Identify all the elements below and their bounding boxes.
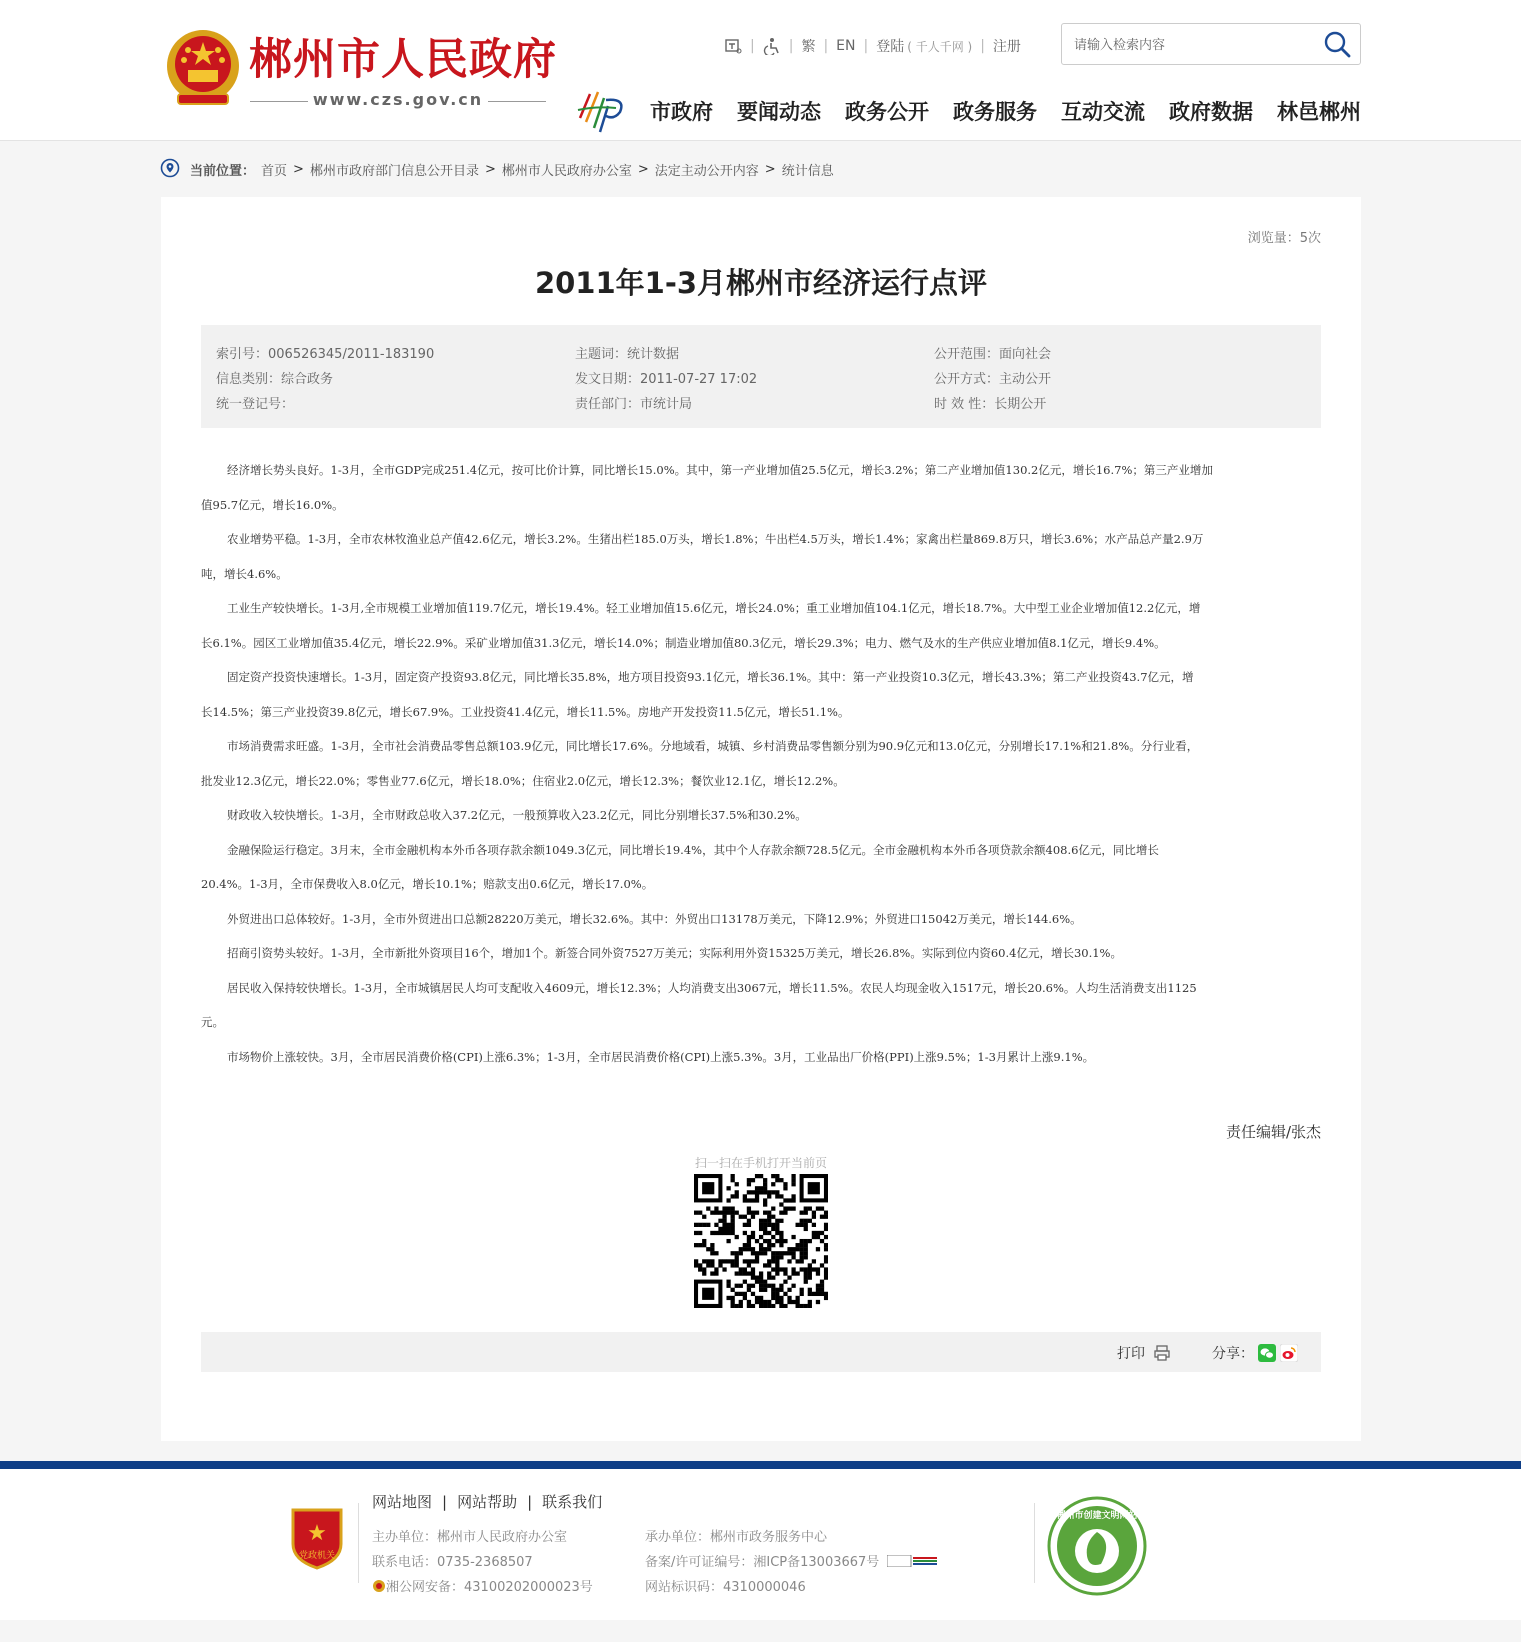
qr-caption: 扫一扫在手机打开当前页 xyxy=(694,1156,827,1170)
site-title[interactable]: 郴州市人民政府 xyxy=(249,35,557,85)
meta-reg-no: 统一登记号： xyxy=(216,397,295,412)
article-meta-box xyxy=(201,325,1321,428)
login-sub-label: ( 千人千网 ) xyxy=(907,39,973,54)
badge-text: 党政机关 xyxy=(298,1551,336,1561)
search-icon[interactable] xyxy=(1322,29,1352,59)
civilized-website-badge-icon[interactable] xyxy=(1047,1496,1147,1596)
breadcrumb-separator: > xyxy=(637,161,649,177)
footer-police-text: 湘公网安备：43100202000023号 xyxy=(386,1580,593,1595)
article-title: 2011年1-3月郴州市经济运行点评 xyxy=(534,266,988,300)
qr-code-icon xyxy=(694,1174,828,1308)
header-toolbar: | | 繁 | EN | 登陆 ( 千人千网 ) | 注册 xyxy=(724,36,1021,56)
civ-badge-text: 郴州市创建文明网站 xyxy=(1056,1511,1138,1521)
article-paragraph-line: 元。 xyxy=(201,1015,224,1029)
accessibility-icon[interactable] xyxy=(763,37,781,55)
share-group xyxy=(1212,1343,1298,1363)
site-domain-text: www.czs.gov.cn xyxy=(312,90,484,109)
article-paragraph-line: 固定资产投资快速增长。1-3月，固定资产投资93.8亿元，同比增长35.8%，地方项目投资93.1亿元，增长36.1%。其中：第一产业投资10.3亿元，增长43.3%；第二产业投资43.7亿元，增 xyxy=(227,670,1194,684)
party-government-badge-icon[interactable] xyxy=(289,1506,345,1570)
svg-text:★: ★ xyxy=(307,1521,327,1546)
article-paragraph-line: 批发业12.3亿元，增长22.0%；零售业77.6亿元，增长18.0%；住宿业2.0亿元，增长12.3%；餐饮业12.1亿，增长12.2%。 xyxy=(201,773,845,788)
article-paragraph-line: 金融保险运行稳定。3月末，全市金融机构本外币各项存款余额1049.3亿元，同比增长19.4%，其中个人存款余额728.5亿元。全市金融机构本外币各项贷款余额408.6亿元，同比增长 xyxy=(227,842,1159,857)
site-footer xyxy=(0,1469,1521,1620)
meta-dept: 责任部门：市统计局 xyxy=(575,397,693,412)
lang-english-link[interactable]: EN xyxy=(836,38,856,54)
article-paragraph-line: 招商引资势头较好。1-3月，全市新批外资项目16个，增加1个。新签合同外资7527万美元；实际利用外资15325万美元，增长26.8%。实际到位内资60.4亿元，增长30.1%。 xyxy=(227,946,1122,960)
breadcrumb xyxy=(160,158,834,180)
breadcrumb-separator: > xyxy=(484,161,496,177)
site-header xyxy=(0,0,1521,141)
site-domain xyxy=(250,90,546,112)
article-paragraph-line: 财政收入较快增长。1-3月，全市财政总收入37.2亿元，一般预算收入23.2亿元，同比分别增长37.5%和30.2%。 xyxy=(227,808,807,822)
article-paragraph-line: 市场物价上涨较快。3月，全市居民消费价格(CPI)上涨6.3%；1-3月，全市居民消费价格(CPI)上涨5.3%。3月，工业品出厂价格(PPI)上涨9.5%；1-3月累计上涨9.1%。 xyxy=(227,1049,1095,1064)
print-label: 打印 xyxy=(1117,1346,1145,1362)
sitemap-link[interactable]: 网站地图 xyxy=(372,1493,433,1511)
article-paragraph-line: 吨，增长4.6%。 xyxy=(201,566,288,581)
article-paragraph-line: 外贸进出口总体较好。1-3月，全市外贸进出口总额28220万美元，增长32.6%。其中：外贸出口13178万美元，下降12.9%；外贸进口15042万美元，增长144.6%。 xyxy=(227,911,1082,926)
article-paragraph-line: 经济增长势头良好。1-3月，全市GDP完成251.4亿元，按可比价计算，同比增长15.0%。其中，第一产业增加值25.5亿元，增长3.2%；第二产业增加值130.2亿元，增长16.7%；第三产业增加 xyxy=(227,463,1213,477)
nav-item-gov-affairs-open[interactable]: 政务公开 xyxy=(845,100,929,124)
main-nav xyxy=(650,96,1361,126)
printer-icon xyxy=(1153,1344,1171,1362)
article-paragraph-line: 值95.7亿元，增长16.0%。 xyxy=(201,497,344,512)
article-paragraph-line: 居民收入保持较快增长。1-3月，全市城镇居民人均可支配收入4609元，增长12.3%；人均消费支出3067元，增长11.5%。农民人均现金收入1517元，增长20.6%。人均生活消费支出1125 xyxy=(227,980,1197,995)
breadcrumb-home[interactable]: 首页 xyxy=(261,163,288,179)
meta-validity: 时 效 性：长期公开 xyxy=(934,397,1047,412)
read-aloud-icon[interactable] xyxy=(724,37,742,55)
nav-item-interaction[interactable]: 互动交流 xyxy=(1061,100,1145,124)
meta-date: 发文日期：2011-07-27 17:02 xyxy=(575,372,758,387)
location-pin-icon xyxy=(160,158,180,180)
meta-mode: 公开方式：主动公开 xyxy=(934,372,1052,387)
register-link[interactable]: 注册 xyxy=(992,39,1021,55)
breadcrumb-separator: > xyxy=(293,161,304,177)
breadcrumb-label: 当前位置： xyxy=(190,163,256,179)
cnzz-stat-icon[interactable] xyxy=(887,1555,937,1567)
footer-icp-text: 备案/许可证编号：湘ICP备13003667号 xyxy=(645,1555,880,1570)
footer-site-id: 网站标识码：4310000046 xyxy=(645,1580,806,1595)
search-box xyxy=(1061,23,1361,65)
article-paragraph-line: 长6.1%。园区工业增加值35.4亿元，增长22.9%。采矿业增加值31.3亿元，增长14.0%；制造业增加值80.3亿元，增长29.3%；电力、燃气及水的生产供应业增加值8.1亿元，增长9.4%。 xyxy=(201,635,1166,650)
police-badge-icon xyxy=(372,1579,386,1593)
nav-item-gov-services[interactable]: 政务服务 xyxy=(953,100,1037,124)
footer-link-separator: | xyxy=(527,1493,533,1511)
article-paragraph-line: 20.4%。1-3月，全市保费收入8.0亿元，增长10.1%；赔款支出0.6亿元，增长17.0%。 xyxy=(201,877,654,891)
meta-index-no: 索引号：006526345/2011-183190 xyxy=(216,347,435,362)
footer-divider xyxy=(0,1461,1521,1469)
wechat-icon[interactable] xyxy=(1258,1344,1276,1362)
breadcrumb-statutory-content[interactable]: 法定主动公开内容 xyxy=(654,163,759,179)
meta-category: 信息类别：综合政务 xyxy=(216,372,334,387)
article-paragraph-line: 农业增势平稳。1-3月，全市农林牧渔业总产值42.6亿元，增长3.2%。生猪出栏185.0万头，增长1.8%；牛出栏4.5万头，增长1.4%；家禽出栏量869.8万只，增长3.6%；水产品总产量2.9万 xyxy=(227,532,1204,546)
nav-item-gov-data[interactable]: 政府数据 xyxy=(1169,100,1253,124)
search-input[interactable] xyxy=(1072,33,1306,57)
footer-police-record[interactable] xyxy=(372,1576,593,1595)
nav-item-news[interactable]: 要闻动态 xyxy=(737,100,821,124)
article-paragraph-line: 长14.5%；第三产业投资39.8亿元，增长67.9%。工业投资41.4亿元，增长11.5%。房地产开发投资11.5亿元，增长51.1%。 xyxy=(201,704,850,719)
responsible-editor: 责任编辑/张杰 xyxy=(1225,1123,1321,1141)
share-bar xyxy=(201,1332,1321,1372)
footer-divider-right xyxy=(1034,1503,1035,1583)
breadcrumb-statistics[interactable]: 统计信息 xyxy=(781,163,834,179)
footer-links xyxy=(372,1491,602,1512)
login-link[interactable]: 登陆 xyxy=(876,39,905,55)
site-help-link[interactable]: 网站帮助 xyxy=(457,1493,518,1511)
nav-item-linyi-chenzhou[interactable]: 林邑郴州 xyxy=(1277,100,1361,124)
contact-us-link[interactable]: 联系我们 xyxy=(542,1493,603,1511)
nav-item-government[interactable]: 市政府 xyxy=(650,100,713,124)
footer-icp[interactable] xyxy=(645,1551,937,1570)
print-button[interactable] xyxy=(1117,1343,1171,1363)
breadcrumb-dept-directory[interactable]: 郴州市政府部门信息公开目录 xyxy=(309,163,479,179)
footer-divider-left xyxy=(358,1503,359,1583)
meta-subject: 主题词：统计数据 xyxy=(575,347,680,362)
footer-link-separator: | xyxy=(442,1493,448,1511)
lang-traditional-link[interactable]: 繁 xyxy=(801,39,816,55)
meta-scope: 公开范围：面向社会 xyxy=(934,347,1052,362)
article-panel xyxy=(161,197,1361,1441)
footer-sponsor: 主办单位：郴州市人民政府办公室 xyxy=(372,1530,568,1545)
footer-phone: 联系电话：0735-2368507 xyxy=(372,1555,533,1570)
article-paragraph-line: 工业生产较快增长。1-3月,全市规模工业增加值119.7亿元，增长19.4%。轻工业增加值15.6亿元，增长24.0%；重工业增加值104.1亿元，增长18.7%。大中型工业企业增加值12.2亿元，增 xyxy=(227,601,1201,615)
breadcrumb-gov-office[interactable]: 郴州市人民政府办公室 xyxy=(501,163,632,179)
national-emblem-icon xyxy=(164,28,242,110)
article-paragraph-line: 市场消费需求旺盛。1-3月，全市社会消费品零售总额103.9亿元，同比增长17.6%。分地域看，城镇、乡村消费品零售额分别为90.9亿元和13.0亿元，分别增长17.1%和21.8%。分行业看， xyxy=(227,739,1199,753)
view-count: 浏览量：5次 xyxy=(1247,231,1321,246)
footer-operator: 承办单位：郴州市政务服务中心 xyxy=(645,1530,828,1545)
share-label: 分享： xyxy=(1212,1346,1254,1362)
breadcrumb-separator: > xyxy=(764,161,776,177)
weibo-icon[interactable] xyxy=(1280,1344,1298,1362)
article-body xyxy=(201,453,1321,1074)
nav-logo-icon xyxy=(576,88,628,134)
